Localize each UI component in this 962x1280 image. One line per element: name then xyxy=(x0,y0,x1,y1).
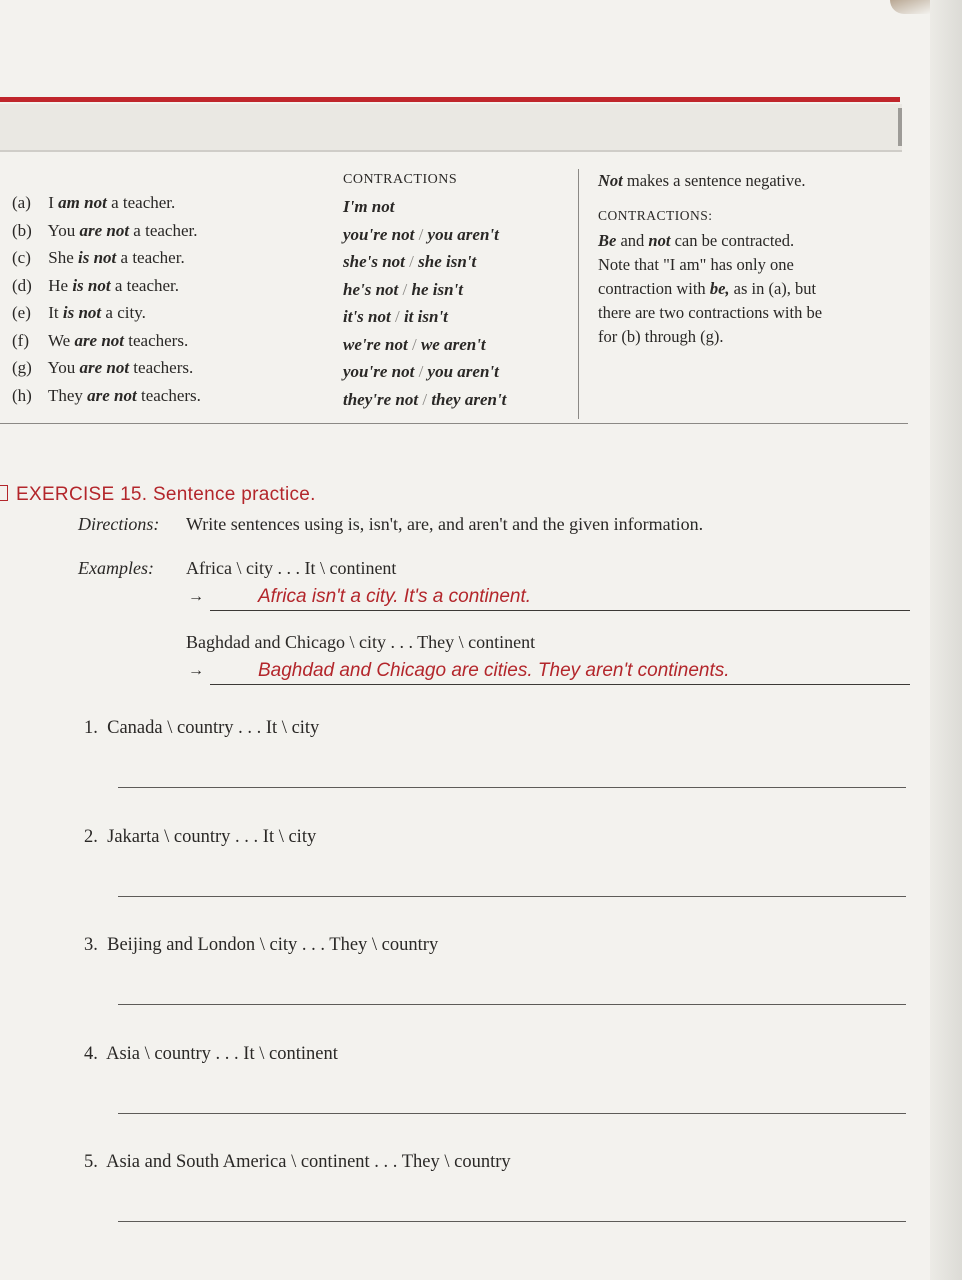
column-divider xyxy=(578,169,579,419)
answer-blank[interactable] xyxy=(118,896,906,897)
example-label: (d) xyxy=(12,275,32,295)
example-rest: a teacher. xyxy=(111,193,176,212)
example-subject: You xyxy=(47,358,76,377)
example-answer-line xyxy=(78,660,918,700)
example-label: (b) xyxy=(12,220,32,240)
heading-band-edge xyxy=(898,108,902,146)
contraction-form: we're not xyxy=(343,334,408,354)
example-row xyxy=(12,382,332,410)
item-prompt: Canada \ country . . . It \ city xyxy=(107,718,320,738)
example-subject: They xyxy=(47,385,83,405)
example-subject: I xyxy=(48,193,54,212)
contraction-row xyxy=(343,331,573,359)
example-verb: is not xyxy=(78,248,117,267)
example-verb: is not xyxy=(62,303,102,322)
answer-blank[interactable] xyxy=(118,1221,906,1222)
item-number: 3. xyxy=(84,935,98,955)
contraction-alt-form: we aren't xyxy=(420,334,486,354)
item-number: 5. xyxy=(84,1152,98,1172)
example-answer: Baghdad and Chicago are cities. They aren't continents. xyxy=(258,660,730,681)
contraction-separator: / xyxy=(422,389,428,409)
answer-rule xyxy=(210,684,910,685)
contraction-row xyxy=(343,221,573,249)
contraction-row xyxy=(343,303,573,331)
note-line: Note that "I am" has only one xyxy=(598,255,794,274)
contraction-row xyxy=(343,193,573,221)
directions-text: Write sentences using is, isn't, are, and aren't and the given information. xyxy=(186,514,704,534)
contraction-alt-form: she isn't xyxy=(418,252,477,271)
exercise-item xyxy=(84,935,914,1044)
example-label: (h) xyxy=(12,385,32,405)
exercise-item xyxy=(84,1152,914,1261)
page-edge xyxy=(930,0,962,1280)
exercise-item xyxy=(84,718,914,827)
examples-label: Examples: xyxy=(78,558,154,578)
example-answer: Africa isn't a city. It's a continent. xyxy=(258,586,532,607)
contraction-separator: / xyxy=(409,252,414,271)
example-verb: are not xyxy=(87,385,137,405)
item-number: 2. xyxy=(84,826,98,847)
contraction-separator: / xyxy=(402,279,408,299)
answer-blank[interactable] xyxy=(118,1004,906,1005)
exercise-item xyxy=(84,1044,914,1153)
contraction-row xyxy=(343,358,573,386)
chart-bottom-rule xyxy=(0,423,908,424)
exercise-item xyxy=(84,827,914,936)
item-prompt: Jakarta \ country . . . It \ city xyxy=(107,826,317,847)
example-subject: We xyxy=(47,330,71,350)
contraction-form: they're not xyxy=(343,389,419,409)
arrow-icon: → xyxy=(188,662,204,679)
contraction-alt-form: you aren't xyxy=(427,224,499,244)
examples xyxy=(78,558,918,700)
contraction-form: he's not xyxy=(343,279,399,299)
contraction-form: you're not xyxy=(343,362,415,381)
contraction-row xyxy=(343,276,573,304)
contraction-row xyxy=(343,248,573,276)
contraction-form: I'm not xyxy=(343,197,395,216)
example-subject: You xyxy=(47,220,76,240)
example-row xyxy=(12,299,332,327)
contraction-alt-form: they aren't xyxy=(431,389,507,409)
example-row xyxy=(12,189,332,217)
note-line: Be and not can be contracted. xyxy=(598,231,795,250)
example-prompt: Baghdad and Chicago \ city . . . They \ continent xyxy=(186,632,536,652)
contractions-column xyxy=(343,171,573,413)
example-rest: a teacher. xyxy=(114,275,180,295)
note-line: Not makes a sentence negative. xyxy=(598,171,806,190)
chart-heading-band xyxy=(0,104,902,152)
example-label: (c) xyxy=(12,248,31,267)
example-row xyxy=(12,327,332,355)
note-line: for (b) through (g). xyxy=(598,327,724,346)
negative-examples-column xyxy=(12,189,332,409)
example-subject: She xyxy=(48,248,74,267)
note-line: contraction with be, as in (a), but xyxy=(598,279,817,298)
contraction-form: she's not xyxy=(343,252,405,271)
item-prompt: Asia and South America \ continent . . . They \ country xyxy=(106,1152,511,1172)
answer-blank[interactable] xyxy=(118,787,906,788)
example-row xyxy=(12,354,332,382)
example-verb: are not xyxy=(74,330,125,350)
contraction-form: it's not xyxy=(343,307,391,326)
item-prompt: Asia \ country . . . It \ continent xyxy=(106,1043,338,1064)
example-label: (f) xyxy=(12,330,29,350)
arrow-icon: → xyxy=(188,588,204,605)
example-subject: He xyxy=(48,275,69,295)
example-verb: are not xyxy=(79,358,130,377)
grammar-chart xyxy=(0,165,910,427)
contraction-alt-form: he isn't xyxy=(411,279,464,299)
section-red-rule xyxy=(0,97,900,102)
note-line: there are two contractions with be xyxy=(598,303,823,322)
directions-label: Directions: xyxy=(78,514,160,534)
example-prompt: Examples: Africa \ city . . . It \ continent xyxy=(78,558,397,578)
item-number: 1. xyxy=(84,718,98,738)
example-row xyxy=(12,272,332,300)
example-answer-line xyxy=(78,586,918,626)
answer-blank[interactable] xyxy=(118,1113,906,1114)
example-rest: a teacher. xyxy=(120,248,185,267)
example-verb: are not xyxy=(79,220,130,240)
exercise-title: EXERCISE 15. Sentence practice. xyxy=(0,484,316,506)
contractions-header: CONTRACTIONS xyxy=(343,172,458,187)
contraction-separator: / xyxy=(418,224,424,244)
example-label: (e) xyxy=(12,303,31,322)
contraction-alt-form: you aren't xyxy=(427,362,499,381)
example-subject: It xyxy=(48,303,59,322)
example-rest: a teacher. xyxy=(133,220,198,240)
explanation-column xyxy=(598,169,908,349)
exercise-items xyxy=(84,718,914,1261)
example-verb: is not xyxy=(72,275,111,295)
answer-rule xyxy=(210,610,910,611)
contraction-separator: / xyxy=(411,334,417,354)
example-label: (a) xyxy=(12,193,31,212)
example-row xyxy=(12,244,332,272)
example-row xyxy=(12,217,332,245)
item-number: 4. xyxy=(84,1043,98,1064)
example-rest: teachers. xyxy=(133,358,194,377)
checkbox-icon xyxy=(0,485,8,501)
example-label: (g) xyxy=(12,358,32,377)
page-corner xyxy=(890,0,930,14)
item-prompt: Beijing and London \ city . . . They \ country xyxy=(107,935,439,955)
note-contractions-header: CONTRACTIONS: xyxy=(598,208,713,223)
example-rest: a city. xyxy=(105,303,146,322)
contraction-row xyxy=(343,386,573,414)
contraction-alt-form: it isn't xyxy=(403,307,448,326)
example-verb: am not xyxy=(58,193,107,212)
directions xyxy=(78,514,703,535)
contraction-separator: / xyxy=(394,307,400,326)
contraction-separator: / xyxy=(418,362,424,381)
contraction-form: you're not xyxy=(343,224,415,244)
example-rest: teachers. xyxy=(140,385,201,405)
example-rest: teachers. xyxy=(128,330,189,350)
